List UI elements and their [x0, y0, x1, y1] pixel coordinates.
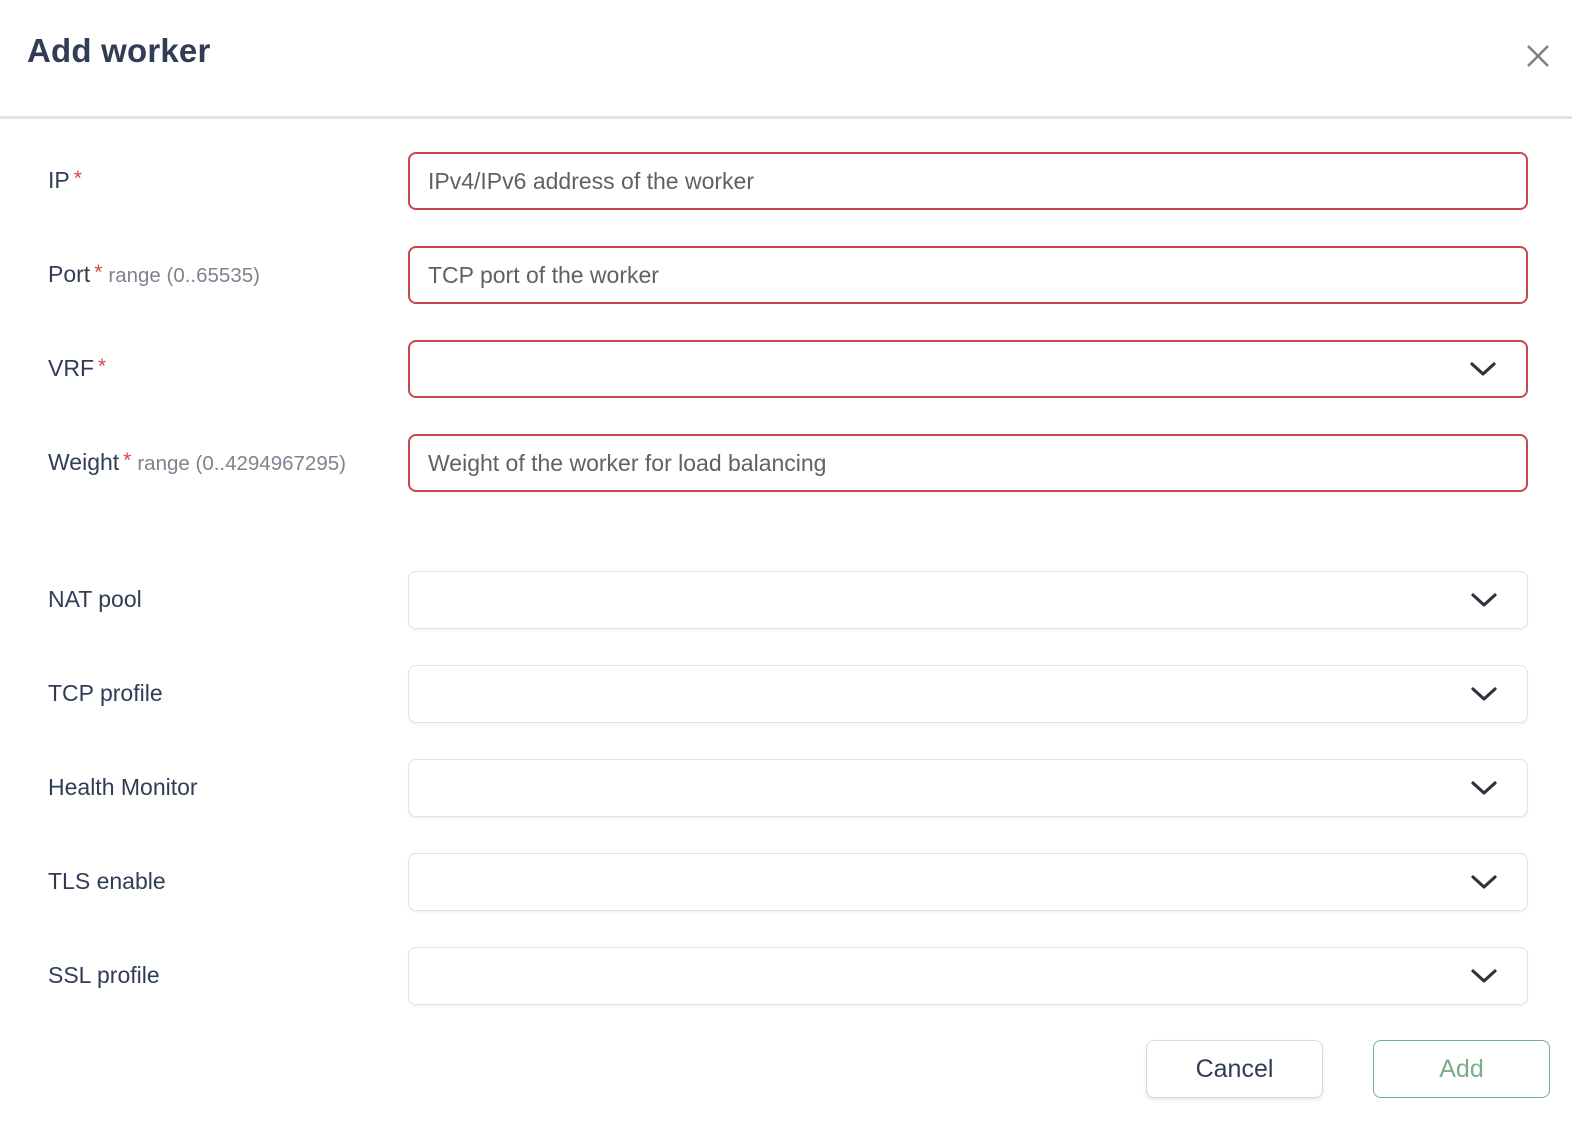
required-asterisk: *: [94, 261, 103, 284]
ip-input[interactable]: [408, 152, 1528, 210]
modal-footer: [1146, 1040, 1550, 1098]
form-row-nat-pool: [48, 571, 1528, 629]
chevron-down-icon: [1471, 875, 1497, 889]
tls-enable-label: TLS enable: [48, 868, 166, 894]
add-worker-form: [0, 119, 1572, 1005]
weight-range-hint: range (0..4294967295): [137, 452, 346, 475]
required-asterisk: *: [98, 355, 107, 378]
port-input[interactable]: [408, 246, 1528, 304]
modal-header: [0, 0, 1572, 119]
form-row-tls-enable: [48, 853, 1528, 911]
chevron-down-icon: [1470, 362, 1496, 376]
ip-label: IP *: [48, 167, 82, 193]
form-row-port: [48, 246, 1528, 304]
tls-enable-select[interactable]: [408, 853, 1528, 911]
tcp-profile-label: TCP profile: [48, 680, 163, 706]
chevron-down-icon: [1471, 687, 1497, 701]
chevron-down-icon: [1471, 593, 1497, 607]
nat-pool-label: NAT pool: [48, 586, 142, 612]
ssl-profile-select[interactable]: [408, 947, 1528, 1005]
ssl-profile-label: SSL profile: [48, 962, 160, 988]
form-row-vrf: [48, 340, 1528, 398]
form-row-health-monitor: [48, 759, 1528, 817]
port-range-hint: range (0..65535): [108, 264, 260, 287]
chevron-down-icon: [1471, 781, 1497, 795]
form-row-ssl-profile: [48, 947, 1528, 1005]
health-monitor-label: Health Monitor: [48, 774, 198, 800]
vrf-select[interactable]: [408, 340, 1528, 398]
add-button[interactable]: Add: [1373, 1040, 1550, 1098]
weight-input[interactable]: [408, 434, 1528, 492]
required-asterisk: *: [73, 167, 82, 190]
close-icon: [1525, 43, 1551, 69]
required-asterisk: *: [123, 449, 132, 472]
modal-title: Add worker: [27, 32, 211, 69]
chevron-down-icon: [1471, 969, 1497, 983]
cancel-button[interactable]: Cancel: [1146, 1040, 1323, 1098]
vrf-label: VRF *: [48, 355, 107, 381]
form-row-weight: [48, 434, 1528, 492]
port-label: Port * range (0..65535): [48, 261, 260, 287]
form-row-ip: [48, 152, 1528, 210]
nat-pool-select[interactable]: [408, 571, 1528, 629]
close-button[interactable]: [1516, 36, 1560, 76]
health-monitor-select[interactable]: [408, 759, 1528, 817]
tcp-profile-select[interactable]: [408, 665, 1528, 723]
form-row-tcp-profile: [48, 665, 1528, 723]
weight-label: Weight * range (0..4294967295): [48, 449, 346, 475]
